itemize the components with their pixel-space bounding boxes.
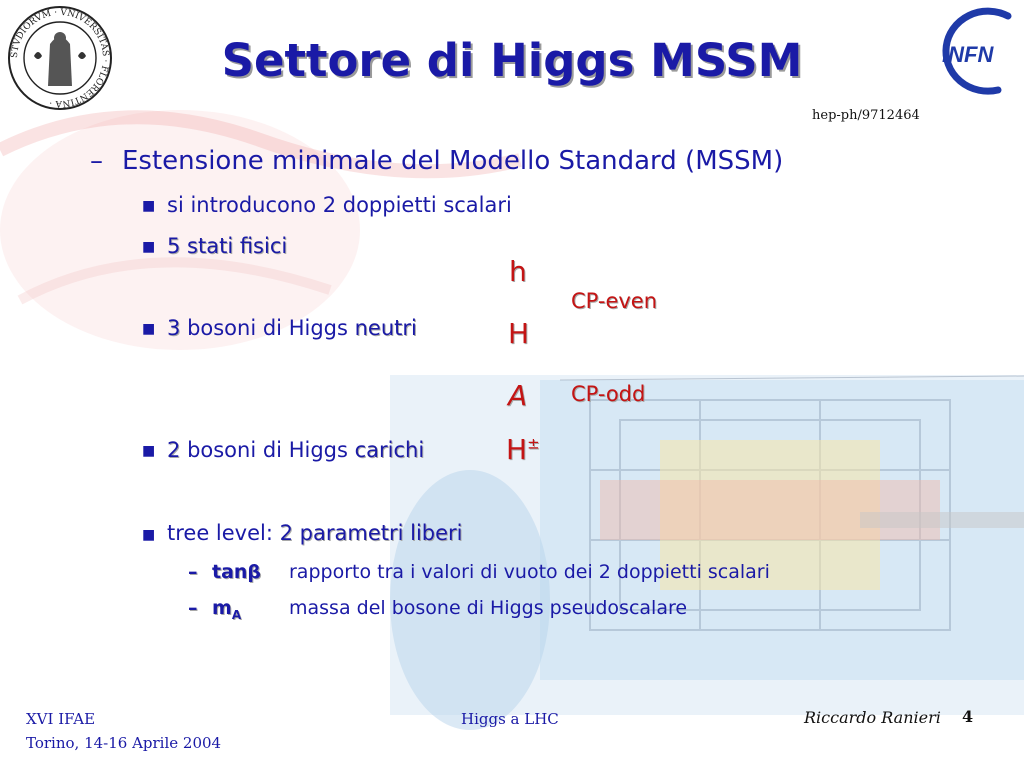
param-ma-sub: A (231, 607, 242, 622)
neutral-count: 3 (167, 316, 181, 340)
neutral-text: bosoni di Higgs (187, 316, 348, 340)
bullet-charged-higgs (167, 440, 424, 461)
neutral-emph: neutri (354, 316, 417, 340)
square-bullet-icon: ■ (142, 443, 156, 459)
footer-center: Higgs a LHC (461, 710, 559, 728)
footer-location: Torino, 14-16 Aprile 2004 (26, 734, 222, 752)
tree-level-text: tree level: (167, 521, 273, 545)
infn-logo-text: INFN (942, 42, 994, 67)
particle-Hpm (506, 433, 540, 466)
footer-conference: XVI IFAE (26, 710, 96, 728)
param-tanbeta-dash: – (188, 561, 198, 583)
heading-dash: – (90, 146, 103, 176)
bullet-doppietti: si introducono 2 doppietti scalari (167, 193, 512, 217)
bullet-tree-level (167, 523, 463, 544)
square-bullet-icon: ■ (142, 198, 156, 214)
square-bullet-icon: ■ (142, 527, 156, 543)
charged-text: bosoni di Higgs (187, 438, 348, 462)
cp-even-label: CP-even (571, 289, 658, 313)
param-tanbeta-desc: rapporto tra i valori di vuoto dei 2 doppietti scalari (289, 561, 770, 583)
param-tanbeta-symbol: tanβ (212, 561, 262, 583)
param-ma-dash: – (188, 597, 198, 619)
slide-title: Settore di Higgs MSSM (221, 34, 803, 87)
square-bullet-icon: ■ (142, 239, 156, 255)
square-bullet-icon: ■ (142, 321, 156, 337)
cp-odd-label: CP-odd (571, 382, 646, 406)
charged-emph: carichi (354, 438, 425, 462)
param-ma-symbol (212, 599, 241, 621)
particle-Hpm-sup: ± (527, 434, 540, 453)
particle-Hpm-base: H (506, 433, 528, 466)
particle-h: h (509, 255, 527, 288)
param-ma-base: m (212, 597, 232, 619)
particle-A: A (508, 379, 528, 412)
param-ma-desc: massa del bosone di Higgs pseudoscalare (289, 597, 688, 619)
particle-H: H (508, 317, 530, 350)
seal-text: STVDIORVM · VNIVERSITAS · FLORENTINA · (9, 7, 111, 109)
tree-level-emph: 2 parametri liberi (279, 521, 463, 545)
footer-author: Riccardo Ranieri (804, 708, 941, 727)
bullet-stati-fisici: 5 stati fisici (167, 234, 288, 258)
page-number: 4 (962, 707, 974, 726)
heading-text: Estensione minimale del Modello Standard (MSSM) (122, 146, 784, 176)
paper-reference: hep-ph/9712464 (812, 108, 920, 123)
bullet-neutral-higgs (167, 318, 417, 339)
charged-count: 2 (167, 438, 181, 462)
